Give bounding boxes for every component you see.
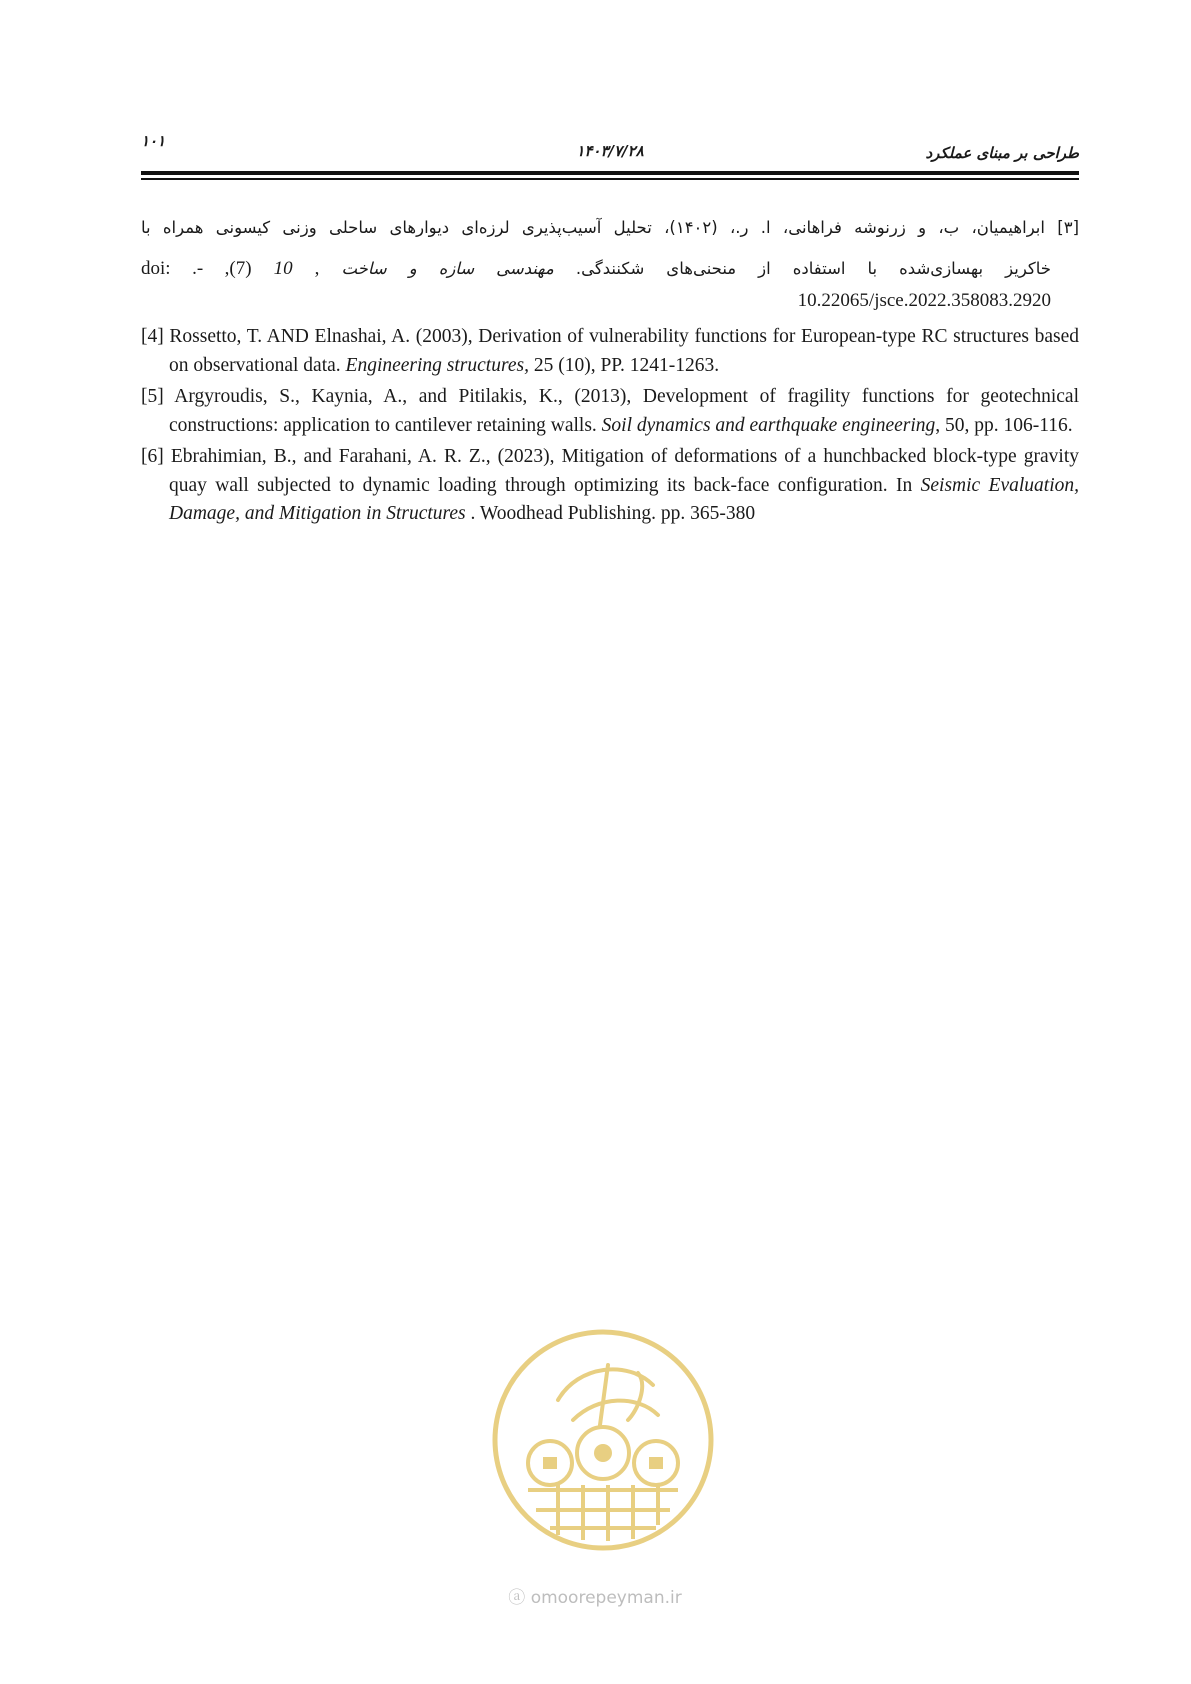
reference-3-trailing-comma: , — [314, 258, 320, 279]
reference-4-text: [4] Rossetto, T. AND Elnashai, A. (2003), Derivation of vulnerability functions for European-type RC structures based on observational data. — [141, 326, 1079, 376]
reference-list — [141, 216, 1079, 529]
reference-3-line-1: [۳] ابراهیمیان، ب، و زرنوشه فراهانی، ا. ر.، (۱۴۰۲)، تحلیل آسیب‌پذیری لرزه‌ای دیوارهای ساحلی وزنی کیسونی همراه با — [141, 218, 1079, 237]
reference-4-details: 25 (10), PP. 1241-1263. — [528, 354, 720, 376]
reference-6-text: [6] Ebrahimian, B., and Farahani, A. R. Z., (2023), Mitigation of deformations of a hunchbacked block-type gravity quay wall subjected to dynamic loading through optimizing its back-face configuration. In — [141, 446, 1079, 496]
reference-3-doi-label: doi: .- ,(7) — [141, 258, 252, 279]
reference-3-volume: 10 — [273, 258, 293, 279]
reference-3-line-2 — [141, 257, 1079, 281]
reference-5-journal: Soil dynamics and earthquake engineering — [601, 414, 936, 436]
watermark-url — [490, 1583, 700, 1608]
header-date: ۱۴۰۳/۷/۲۸ — [576, 142, 644, 160]
reference-4 — [141, 323, 1079, 380]
reference-3-journal: مهندسی سازه و ساخت — [341, 259, 554, 278]
reference-3-doi: 10.22065/jsce.2022.358083.2920 — [797, 290, 1051, 311]
reference-3-title-end: خاکریز بهسازی‌شده با استفاده از منحنی‌های شکنندگی. — [575, 259, 1052, 278]
reference-5-text: [5] Argyroudis, S., Kaynia, A., and Pitilakis, K., (2013), Development of fragility functions for geotechnical constructions: application to cantilever retaining walls. — [141, 386, 1079, 436]
reference-4-journal: Engineering structures, — [345, 354, 529, 376]
reference-6 — [141, 443, 1079, 529]
reference-3 — [141, 216, 1079, 315]
watermark-seal-icon — [488, 1325, 718, 1555]
header-rule-thin — [141, 178, 1079, 180]
header-title: طراحی بر مبنای عملکرد — [925, 144, 1079, 162]
page-header — [141, 132, 1079, 172]
at-icon: ⓐ — [508, 1588, 526, 1608]
reference-3-line-3 — [141, 289, 1079, 315]
reference-5-details: , 50, pp. 106-116. — [935, 414, 1073, 436]
reference-6-details: . Woodhead Publishing. pp. 365-380 — [465, 503, 756, 524]
header-rule-thick — [141, 171, 1079, 175]
reference-6-journal: Seismic Evaluation, Damage, and Mitigation in Structures — [169, 474, 1080, 524]
watermark-logo — [488, 1325, 718, 1555]
watermark-url-text: omoorepeyman.ir — [530, 1588, 682, 1608]
reference-5 — [141, 383, 1079, 440]
page-number: ۱۰۱ — [141, 132, 166, 150]
